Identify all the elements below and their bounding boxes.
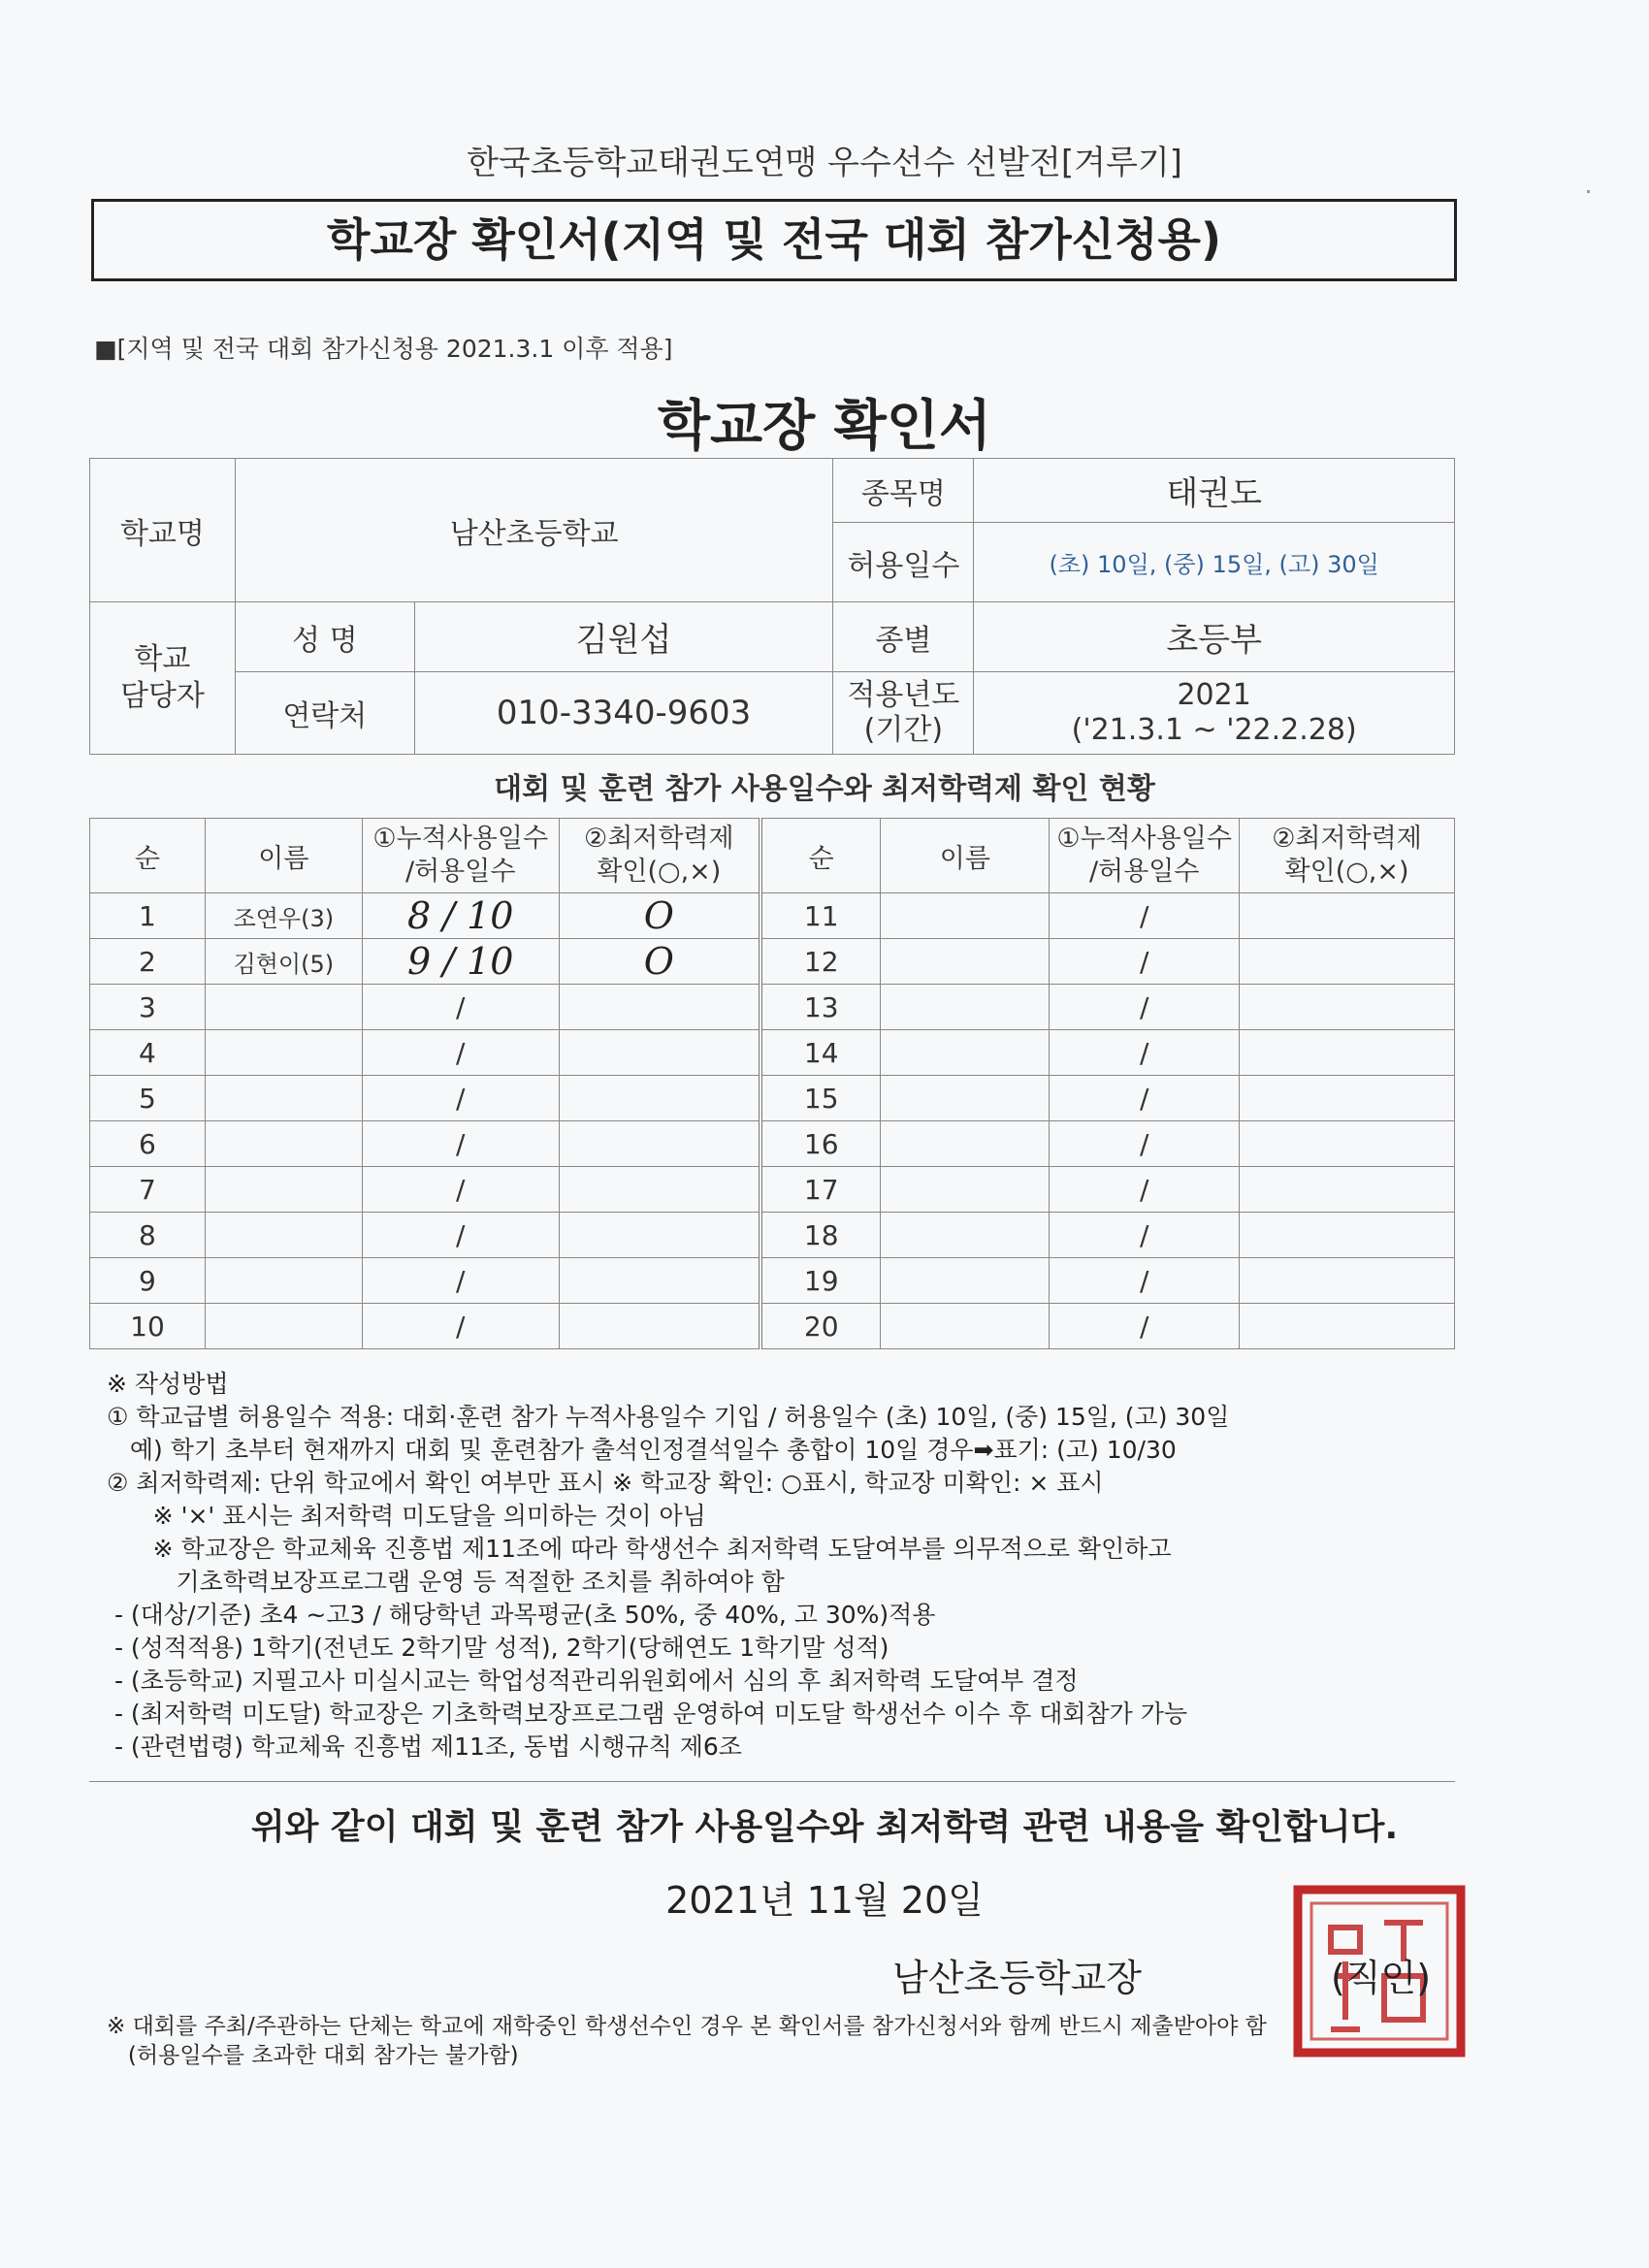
row-used-days: / [1050,1213,1240,1258]
footnote [107,2012,1267,2070]
method-line: ※ 학교장은 학교체육 진흥법 제11조에 따라 학생선수 최저학력 도달여부를 의무적으로 확인하고 [107,1535,1172,1563]
header-name: 이름 [205,819,362,893]
row-name [881,893,1050,939]
row-used-days: / [362,1030,559,1076]
row-academic [559,1121,760,1167]
row-used-days: / [1050,1167,1240,1213]
row-no: 12 [760,939,881,985]
row-used-days: / [362,1213,559,1258]
usage-table [89,818,1455,1349]
row-name [205,1304,362,1349]
method-line: - (대상/기준) 초4 ~고3 / 해당학년 과목평균(초 50%, 중 40%, 고 30%)적용 [107,1601,936,1629]
row-name [881,939,1050,985]
row-academic [559,1304,760,1349]
row-academic [559,1030,760,1076]
division-value: 초등부 [974,602,1455,672]
row-name: 김현이(5) [205,939,362,985]
row-name [205,1167,362,1213]
row-used-days: 9 / 10 [362,939,559,985]
header-used-days: ①누적사용일수 /허용일수 [362,819,559,893]
event-label: 종목명 [833,459,974,523]
row-academic [1240,1121,1455,1167]
row-academic [559,985,760,1030]
row-no: 5 [90,1076,206,1121]
section-divider [89,1781,1455,1782]
main-title: 학교장 확인서 [657,395,992,458]
method-line: - (최저학력 미도달) 학교장은 기초학력보장프로그램 운영하여 미도달 학생선수 이수 후 대회참가 가능 [107,1700,1188,1728]
table-row [90,1167,1455,1213]
row-name [881,985,1050,1030]
row-no: 10 [90,1304,206,1349]
row-used-days: / [1050,1030,1240,1076]
row-academic [1240,1076,1455,1121]
row-name [881,1076,1050,1121]
row-name [205,1030,362,1076]
row-used-days: 8 / 10 [362,893,559,939]
row-academic [559,1076,760,1121]
row-no: 4 [90,1030,206,1076]
row-academic [1240,1167,1455,1213]
contact-label: 연락처 [235,672,414,755]
row-no: 15 [760,1076,881,1121]
row-name [205,985,362,1030]
table-row [90,985,1455,1030]
row-academic [1240,1030,1455,1076]
row-used-days: / [1050,1304,1240,1349]
method-line: 예) 학기 초부터 현재까지 대회 및 훈련참가 출석인정결석일수 총합이 10일 경우➡표기: (고) 10/30 [107,1436,1177,1464]
row-academic [1240,893,1455,939]
method-line: - (초등학교) 지필고사 미실시교는 학업성적관리위원회에서 심의 후 최저학력 도달여부 결정 [107,1667,1079,1695]
header-academic: ②최저학력제 확인(○,×) [559,819,760,893]
row-used-days: / [1050,1121,1240,1167]
row-no: 19 [760,1258,881,1304]
row-no: 11 [760,893,881,939]
row-no: 8 [90,1213,206,1258]
row-name [881,1258,1050,1304]
row-no: 16 [760,1121,881,1167]
row-no: 2 [90,939,206,985]
header-name: 이름 [881,819,1050,893]
event-value: 태권도 [974,459,1455,523]
header-no: 순 [90,819,206,893]
table-row [90,1304,1455,1349]
row-used-days: / [1050,939,1240,985]
row-name [881,1304,1050,1349]
header-no: 순 [760,819,881,893]
row-used-days: / [1050,1258,1240,1304]
method-line: ① 학교급별 허용일수 적용: 대회·훈련 참가 누적사용일수 기입 / 허용일수 (초) 10일, (중) 15일, (고) 30일 [107,1403,1230,1431]
issue-date: 2021년 11월 20일 [665,1879,984,1922]
header-academic: ②최저학력제 확인(○,×) [1240,819,1455,893]
division-label: 종별 [833,602,974,672]
row-academic [1240,1258,1455,1304]
allowed-days-label: 허용일수 [833,523,974,602]
table-row [90,939,1455,985]
row-no: 17 [760,1167,881,1213]
row-name [881,1030,1050,1076]
row-no: 9 [90,1258,206,1304]
row-academic [559,1167,760,1213]
row-no: 14 [760,1030,881,1076]
row-no: 3 [90,985,206,1030]
row-name [881,1167,1050,1213]
method-line: ② 최저학력제: 단위 학교에서 확인 여부만 표시 ※ 학교장 확인: ○표시, 학교장 미확인: × 표시 [107,1469,1104,1497]
row-academic [1240,1213,1455,1258]
writing-method-section [107,1368,1465,1764]
header-used-days: ①누적사용일수 /허용일수 [1050,819,1240,893]
row-name: 조연우(3) [205,893,362,939]
boxed-document-title: 학교장 확인서(지역 및 전국 대회 참가신청용) [91,199,1457,281]
school-name-value: 남산초등학교 [235,459,833,602]
row-name [205,1213,362,1258]
row-name [881,1121,1050,1167]
row-used-days: / [362,1076,559,1121]
row-academic: O [559,939,760,985]
competition-title: 한국초등학교태권도연맹 우수선수 선발전[겨루기] [467,144,1182,182]
method-line: ※ '×' 표시는 최저학력 미도달을 의미하는 것이 아님 [107,1502,706,1530]
allowed-days-value: (초) 10일, (중) 15일, (고) 30일 [974,523,1455,602]
method-line: - (관련법령) 학교체육 진흥법 제11조, 동법 시행규칙 제6조 [107,1733,742,1761]
usage-header-row [90,819,1455,893]
table-row [90,1030,1455,1076]
row-no: 7 [90,1167,206,1213]
contact-value: 010-3340-9603 [414,672,833,755]
row-no: 20 [760,1304,881,1349]
row-name [205,1121,362,1167]
row-academic [1240,985,1455,1030]
table-row [90,893,1455,939]
row-no: 18 [760,1213,881,1258]
usage-table-caption: 대회 및 훈련 참가 사용일수와 최저학력제 확인 현황 [494,772,1155,806]
row-used-days: / [362,1121,559,1167]
method-line: 기초학력보장프로그램 운영 등 적절한 조치를 취하여야 함 [107,1568,785,1596]
info-table [89,458,1455,755]
footnote-line: (허용일수를 초과한 대회 참가는 불가함) [107,2043,519,2068]
row-no: 13 [760,985,881,1030]
row-academic [559,1213,760,1258]
manager-name-value: 김원섭 [414,602,833,672]
row-academic [559,1258,760,1304]
row-name [205,1258,362,1304]
row-used-days: / [362,1258,559,1304]
row-name [205,1076,362,1121]
row-academic [1240,1304,1455,1349]
footnote-line: ※ 대회를 주최/주관하는 단체는 학교에 재학중인 학생선수인 경우 본 확인서를 참가신청서와 함께 반드시 제출받아야 함 [107,2014,1267,2039]
row-used-days: / [1050,985,1240,1030]
year-label: 적용년도 (기간) [833,672,974,755]
applicability-note: ■[지역 및 전국 대회 참가신청용 2021.3.1 이후 적용] [94,335,673,363]
row-used-days: / [362,1304,559,1349]
manager-name-label: 성 명 [235,602,414,672]
row-academic: O [559,893,760,939]
row-no: 6 [90,1121,206,1167]
table-row [90,1258,1455,1304]
school-name-label: 학교명 [90,459,236,602]
row-name [881,1213,1050,1258]
row-used-days: / [1050,893,1240,939]
table-row [90,1213,1455,1258]
row-used-days: / [1050,1076,1240,1121]
row-no: 1 [90,893,206,939]
confirmation-statement: 위와 같이 대회 및 훈련 참가 사용일수와 최저학력 관련 내용을 확인합니다. [250,1807,1399,1847]
year-value: 2021 ('21.3.1 ~ '22.2.28) [974,672,1455,755]
row-used-days: / [362,1167,559,1213]
seal-label: (직인) [1331,1957,1432,1999]
row-used-days: / [362,985,559,1030]
manager-label: 학교 담당자 [90,602,236,755]
scan-speck [1587,190,1590,193]
table-row [90,1076,1455,1121]
table-row [90,1121,1455,1167]
row-academic [1240,939,1455,985]
principal-name: 남산초등학교장 [892,1957,1142,1999]
method-line: - (성적적용) 1학기(전년도 2학기말 성적), 2학기(당해연도 1학기말 성적) [107,1634,889,1662]
method-title: ※ 작성방법 [107,1370,229,1398]
